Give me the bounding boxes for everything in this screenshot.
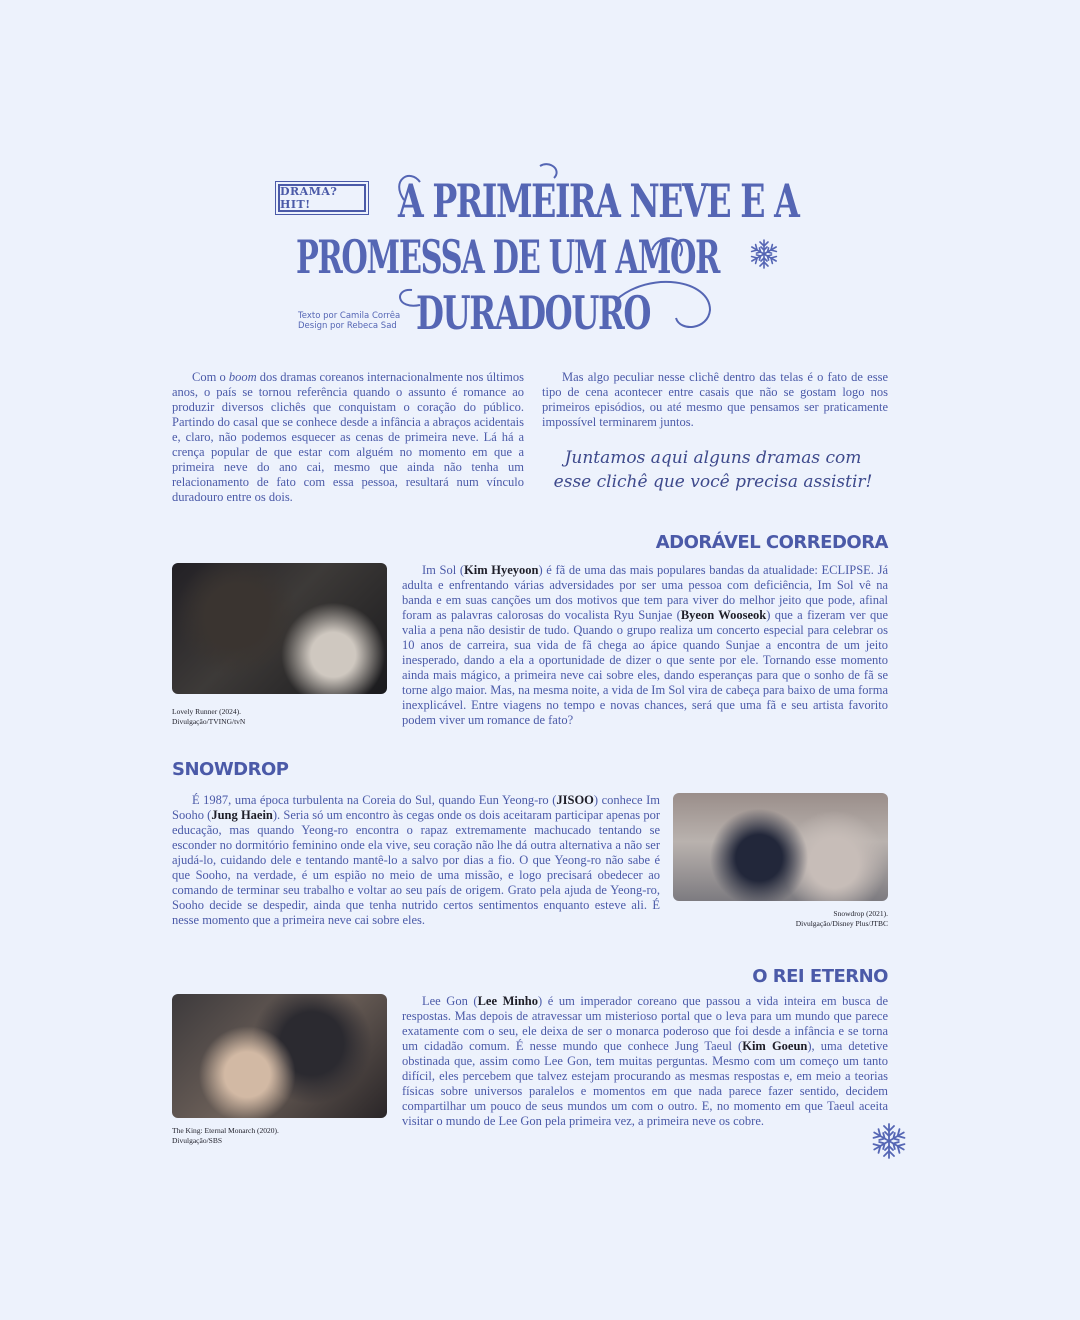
text: Lee Gon ( [422,994,478,1008]
intro-left-paragraph [172,370,524,505]
caption-line: Divulgação/Disney Plus/JTBC [795,919,888,928]
intro-text-1: Com o [192,370,229,384]
caption-line: Snowdrop (2021). [833,909,888,918]
intro-right-paragraph [542,370,888,430]
caption-line: The King: Eternal Monarch (2020). [172,1126,279,1135]
title-line-3: DURADOURO [416,286,651,340]
title-line-2: PROMESSA DE UM AMOR [296,230,720,284]
text: Im Sol ( [422,563,465,577]
caption-line: Divulgação/TVING/tvN [172,717,246,726]
snowdrop-caption [796,909,888,929]
caption-line: Lovely Runner (2024). [172,707,241,716]
the-king-photo [172,994,387,1118]
lovely-runner-caption [172,707,245,727]
credit-design: Design por Rebeca Sad [298,321,397,331]
snowdrop-photo [673,793,888,901]
text: ) conhece Im Sooho ( [172,793,660,822]
text: ) que a fizeram ver que valia a pena não desistir de tudo. Quando o grupo realiza um concerto especial para celebrar os 10 anos de carreira, sua vida de fã chega ao ápice quando Sunjae a encontra de um jeito inesperado, dando a ela a oportunidade de dizer o que sente por ele. Tornando esse momento ainda mais mágico, a primeira neve cai sobre eles, dando esperanças para que o sonho de fã se torne algo maior. Mas, na mesma noite, a vida de Im Sol vira de cabeça para baixo de uma forma inexplicável. Entre viagens no tempo e novas chances, será que uma fã e seu artista favorito podem viver um romance de fato? [402,608,888,727]
actor-name: JISOO [556,793,594,807]
section-title-snowdrop: SNOWDROP [172,759,289,780]
section-2-paragraph [172,793,660,928]
text: ) é um imperador coreano que passou a vida inteira em busca de respostas. Mas depois de atravessar um misterioso portal que o leva para um mundo que parece exatamente com o seu, ele deixa de ser o monarca poderoso que foi desde a infância e se torna um cidadão comum. É nesse mundo que conhece Jung Taeul ( [402,994,889,1053]
pull-quote: Juntamos aqui alguns dramas com esse clichê que você precisa assistir! [553,448,873,492]
intro-text-2: dos dramas coreanos internacionalmente nos últimos anos, o país se tornou referência quando o assunto é romance ao produzir diversos clichês que conquistam o coração do público. Partindo do casal que se conhece desde a infância a abraços acidentais e, claro, não podemos esquecer as cenas de primeira neve. Lá há a crença popular de que estar com alguém no momento em que a primeira neve do ano cai, mesmo que ainda não tenha um relacionamento de fato com essa pessoa, resultará num vínculo duradouro entre os dois. [172,370,524,504]
actor-name: Jung Haein [211,808,273,822]
section-title-o-rei-eterno: O REI ETERNO [752,966,888,987]
section-1-paragraph [402,563,888,728]
section-3-paragraph [402,994,888,1129]
text: É 1987, uma época turbulenta na Coreia do Sul, quando Eun Yeong-ro ( [192,793,557,807]
caption-line: Divulgação/SBS [172,1136,222,1145]
intro-right-text: Mas algo peculiar nesse clichê dentro das telas é o fato de esse tipo de cena acontecer entre casais que não se gostam logo nos primeiros episódios, ou até mesmo que pensamos ser praticamente impossível terminarem juntos. [542,370,888,429]
text: ) é fã de uma das mais populares bandas da atualidade: ECLIPSE. Já adulta e enfrentando várias adversidades por ser uma pessoa com deficiência, Im Sol vê na banda e em suas canções um dos motivos que tem para viver do melhor jeito que pode, afinal foram as palavras calorosas do vocalista Ryu Sunjae ( [402,563,888,622]
actor-name: Kim Hyeyoon [464,563,539,577]
lovely-runner-photo [172,563,387,694]
the-king-caption [172,1126,279,1146]
section-title-adoravel-corredora: ADORÁVEL CORREDORA [655,532,888,553]
text: ), uma detetive obstinada que, assim como Lee Gon, tem muitas perguntas. Mesmo com um começo um tanto difícil, eles percebem que talvez estejam procurando as mesmas respostas e, em meio a teorias físicas sobre universos paralelos e momentos em que nada parece fazer sentido, decidem compartilhar um pouco de seus mundos um com o outro. E, no momento em que Taeul aceita visitar o mundo de Lee Gon pela primeira vez, a primeira neve os cobre. [402,1039,888,1128]
snowflake-icon [870,1122,908,1160]
credit-text: Texto por Camila Corrêa [298,311,401,321]
actor-name: Byeon Wooseok [680,608,767,622]
text: ). Seria só um encontro às cegas onde os dois aceitaram participar apenas por educação, mas quando Yeong-ro encontra o rapaz extremamente machucado tentando se esconder no dormitório feminino onde ela vive, seu coração não lhe dá outra alternativa a não ser ajudá-lo, cuidando dele e tentando mantê-lo a salvo por dias a fio. O que Yeong-ro não sabe é que Sooho, na verdade, é um espião no meio de uma missão, e logo precisará obedecer ao comando de terminar seu trabalho e voltar ao seu país de origem. Grato pela ajuda de Yeong-ro, Sooho decide se despedir, ainda que tenha nutrido certos sentimentos enquanto esteve ali. É nesse momento que a primeira neve cai sobre eles. [172,808,660,927]
intro-emphasis: boom [228,370,257,384]
section-tag: DRAMA?HIT! [278,184,366,212]
actor-name: Kim Goeun [742,1039,808,1053]
title-line-1: A PRIMEIRA NEVE E A [398,174,799,228]
credits [298,311,400,331]
actor-name: Lee Minho [477,994,538,1008]
snowflake-icon [748,238,780,270]
